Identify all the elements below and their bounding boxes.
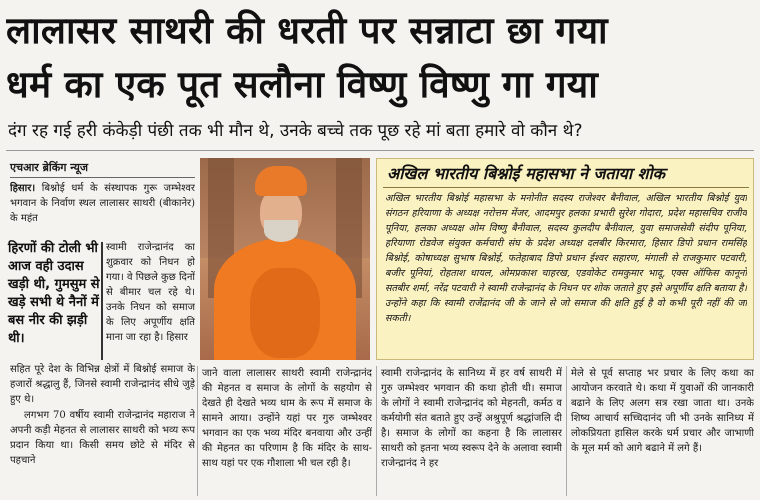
photo-turban bbox=[255, 166, 307, 196]
headline-line-2: धर्म का एक पूत सलौना विष्णु विष्णु गा गया bbox=[6, 63, 599, 106]
article-intro-top bbox=[10, 181, 195, 239]
photo-beard bbox=[264, 220, 298, 242]
subheadline: दंग रह गई हरी कंकेड़ी पंछी तक भी मौन थे, उनके बच्चे तक पूछ रहे मां बता हमारे वो कौन थे? bbox=[8, 121, 583, 141]
condolence-box-body: अखिल भारतीय बिश्नोई महासभा के मनोनीत सदस्य राजेश्वर बैनीवाल, अखिल भारतीय बिश्नोई युवा संगठन हरियाणा के अध्यक्ष नरोत्तम मेंजर, आदमपुर हलका प्रभारी सुरेश गोदारा, प्रदेश महासचिव राजीव पूनिया, हलका अध्यक्ष ओम विष्णु बैनीवाल, सदस्य कुलदीप बैनीवाल, युवा समाजसेवी संदीप पूनिया, हरियाणा रोडवेज संयुक्त कर्मचारी संघ के प्रदेश अध्यक्ष दलबीर किरमारा, हिसार डिपो प्रधान रामसिंह बिश्नोई, कोषाध्यक्ष सुभाष बिश्नोई, फतेहाबाद डिपो प्रधान ईश्वर सहारण, मंगाली से राजकुमार पटवारी, बजीर पूनियां, रोहताश धायल, ओमप्रकाश चाहरख, एडवोकेट रामकुमार भादू, एक्स ऑफिस कानूनो सतबीर शर्मा, नरेंद्र पटवारी ने स्वामी राजेन्द्रानंद के निधन पर शोक जताते हुए इसे अपूर्णीय क्षति बताया है। उन्होंने कहा कि स्वामी राजेंद्रानंद जी के जाने से जो समाज की क्षति हुई है वो कभी पूरी नहीं की जा सकती। bbox=[385, 193, 747, 324]
article-intro-top-text: बिश्नोई धर्म के संस्थापक गुरू जम्भेश्वर भगवान के निर्वाण स्थल लालासर साथरी (बीकानेर) के महंत bbox=[10, 183, 195, 224]
condolence-box-title: अखिल भारतीय बिश्नोई महासभा ने जताया शोक bbox=[387, 164, 665, 183]
article-intro-bottom: सहित पूरे देश के विभिन्न क्षेत्रों में बिश्नोई समाज के हजारों श्रद्धालु हैं, जिनसे स्वामी राजेन्द्रानंद सीधे जुड़े हुए थे। bbox=[10, 364, 195, 405]
article-column-4: मेले से पूर्व सप्ताह भर प्रचार के लिए कथा का आयोजन करवाते थे। कथा में युवाओं की जानकारी बढाने के लिए अलग सत्र रखा जाता था। उनके शिष्य आचार्य सच्चिदानंद जी भी उनके सानिध्य में लोकप्रियता हासिल करके धर्म प्रचार और जाभाणी के मूल मर्म को आगे बढाने में लगे हैं। bbox=[571, 368, 754, 454]
condolence-box-divider bbox=[383, 187, 749, 188]
headline-line-1: लालासर साथरी की धरती पर सन्नाटा छा गया bbox=[6, 9, 608, 52]
column-divider bbox=[197, 366, 198, 496]
article-intro-side: स्वामी राजेन्द्रानंद का शुक्रवार को निधन हो गया। वे पिछले कुछ दिनों से बीमार चल रहे थे। उनके निधन को समाज के लिए अपूर्णीय क्षति माना जा रहा है। हिसार bbox=[106, 242, 195, 343]
column-divider bbox=[566, 366, 567, 496]
byline: एचआर ब्रेकिंग न्यूज bbox=[10, 161, 89, 174]
article-column-2: जाने वाला लालासर साथरी स्वामी राजेन्द्रानंद की मेहनत व समाज के लोगों के सहयोग से देखते ही देखते भव्य धाम के रूप में समाज के सामने आया। उन्होंने यहां पर गुरु जम्भेश्वर भगवान का एक भव्य मंदिर बनवाया और उन्हीं की मेहनत का परिणाम है कि मंदिर के साथ-साथ यहां पर एक गौशाला भी चल रही है। bbox=[202, 368, 372, 469]
article-column-3: स्वामी राजेन्द्रानंद के सानिध्य में हर वर्ष साथरी में गुरु जम्भेश्वर भगवान की कथा होती थी। समाज के लोगों ने स्वामी राजेन्द्रानंद को मेहनती, कर्मठ व कर्मयोगी संत बताते हुए उन्हें अश्रुपूर्ण श्रद्धांजलि दी है। समाज के लोगों का कहना है कि लालासर साथरी को इतना भव्य स्वरूप देने के अलावा स्वामी राजेन्द्रानंद ने हर bbox=[381, 368, 562, 469]
column-divider bbox=[376, 366, 377, 496]
byline-divider bbox=[10, 177, 195, 178]
photo-robe-fold bbox=[250, 268, 320, 358]
article-column-1: लगभग 70 वर्षीय स्वामी राजेन्द्रानंद महाराज ने अपनी कड़ी मेहनत से लालासर साथरी को भव्य रूप प्रदान किया था। किसी समय छोटे से मंदिर से पहचाने bbox=[10, 410, 195, 466]
pull-quote-divider bbox=[101, 242, 103, 360]
dateline: हिसार। bbox=[10, 183, 36, 194]
condolence-box bbox=[376, 158, 754, 360]
pull-quote: हिरणों की टोली भी आज वही उदास खड़ी थी, गुमसुम से खड़े सभी थे नैनों में बस नीर की झड़ी थी। bbox=[8, 241, 100, 346]
header-divider bbox=[6, 150, 754, 151]
swami-photo bbox=[200, 158, 370, 360]
